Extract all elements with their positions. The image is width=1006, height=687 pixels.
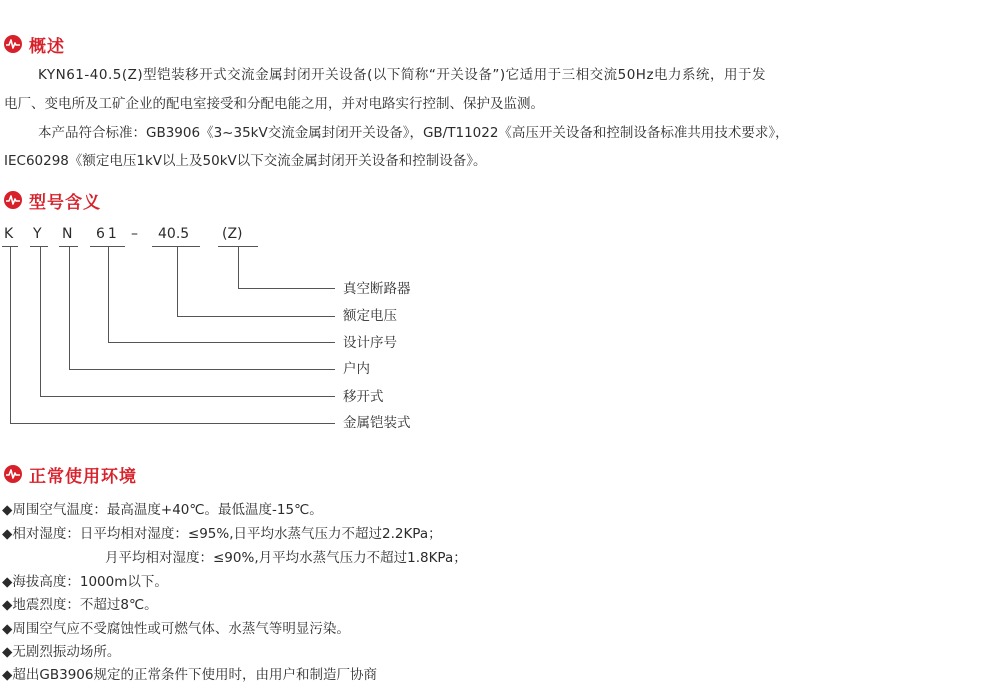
overview-para1-line1: KYN61-40.5(Z)型铠装移开式交流金属封闭开关设备(以下简称“开关设备”)它适用于三相交流50Hz电力系统，用于发 <box>38 67 767 83</box>
overview-para2-line2: IEC60298《额定电压1kV以上及50kV以下交流金属封闭开关设备和控制设备》。 <box>4 153 487 169</box>
code-part-n: N <box>62 226 73 242</box>
code-part-k: K <box>4 226 14 242</box>
env-item-altitude: ◆海拔高度：1000m以下。 <box>2 574 168 590</box>
env-item-seismic: ◆地震烈度：不超过8℃。 <box>2 597 158 613</box>
env-item-temperature: ◆周围空气温度：最高温度+40℃。最低温度-15℃。 <box>2 502 323 518</box>
code-part-z: (Z) <box>222 226 243 242</box>
label-withdrawable: 移开式 <box>343 389 384 405</box>
label-design-number: 设计序号 <box>343 335 397 351</box>
overview-para1-line2: 电厂、变电所及工矿企业的配电室接受和分配电能之用，并对电路实行控制、保护及监测。 <box>4 96 544 112</box>
label-rated-voltage: 额定电压 <box>343 308 397 324</box>
overview-title: 概述 <box>29 36 65 57</box>
code-part-y: Y <box>33 226 42 242</box>
env-item-humidity-daily: ◆相对湿度：日平均相对湿度：≤95%,日平均水蒸气压力不超过2.2KPa； <box>2 526 442 542</box>
code-part-dash: – <box>131 226 138 242</box>
label-vacuum-breaker: 真空断路器 <box>343 281 411 297</box>
env-item-vibration: ◆无剧烈振动场所。 <box>2 644 121 660</box>
heartbeat-icon <box>4 465 22 483</box>
code-part-61: 61 <box>96 226 120 242</box>
environment-title: 正常使用环境 <box>29 466 137 487</box>
label-metal-clad: 金属铠装式 <box>343 415 411 431</box>
code-part-voltage: 40.5 <box>158 226 190 242</box>
environment-heading <box>4 461 137 487</box>
model-title: 型号含义 <box>29 192 101 213</box>
env-item-air-pollution: ◆周围空气应不受腐蚀性或可燃气体、水蒸气等明显污染。 <box>2 621 350 637</box>
env-item-humidity-monthly: 月平均相对湿度：≤90%,月平均水蒸气压力不超过1.8KPa； <box>105 550 467 566</box>
env-item-negotiation: ◆超出GB3906规定的正常条件下使用时，由用户和制造厂协商 <box>2 667 377 683</box>
overview-para2-line1: 本产品符合标准：GB3906《3~35kV交流金属封闭开关设备》，GB/T11022《高压开关设备和控制设备标准共用技术要求》， <box>38 125 789 141</box>
label-indoor: 户内 <box>343 361 370 377</box>
